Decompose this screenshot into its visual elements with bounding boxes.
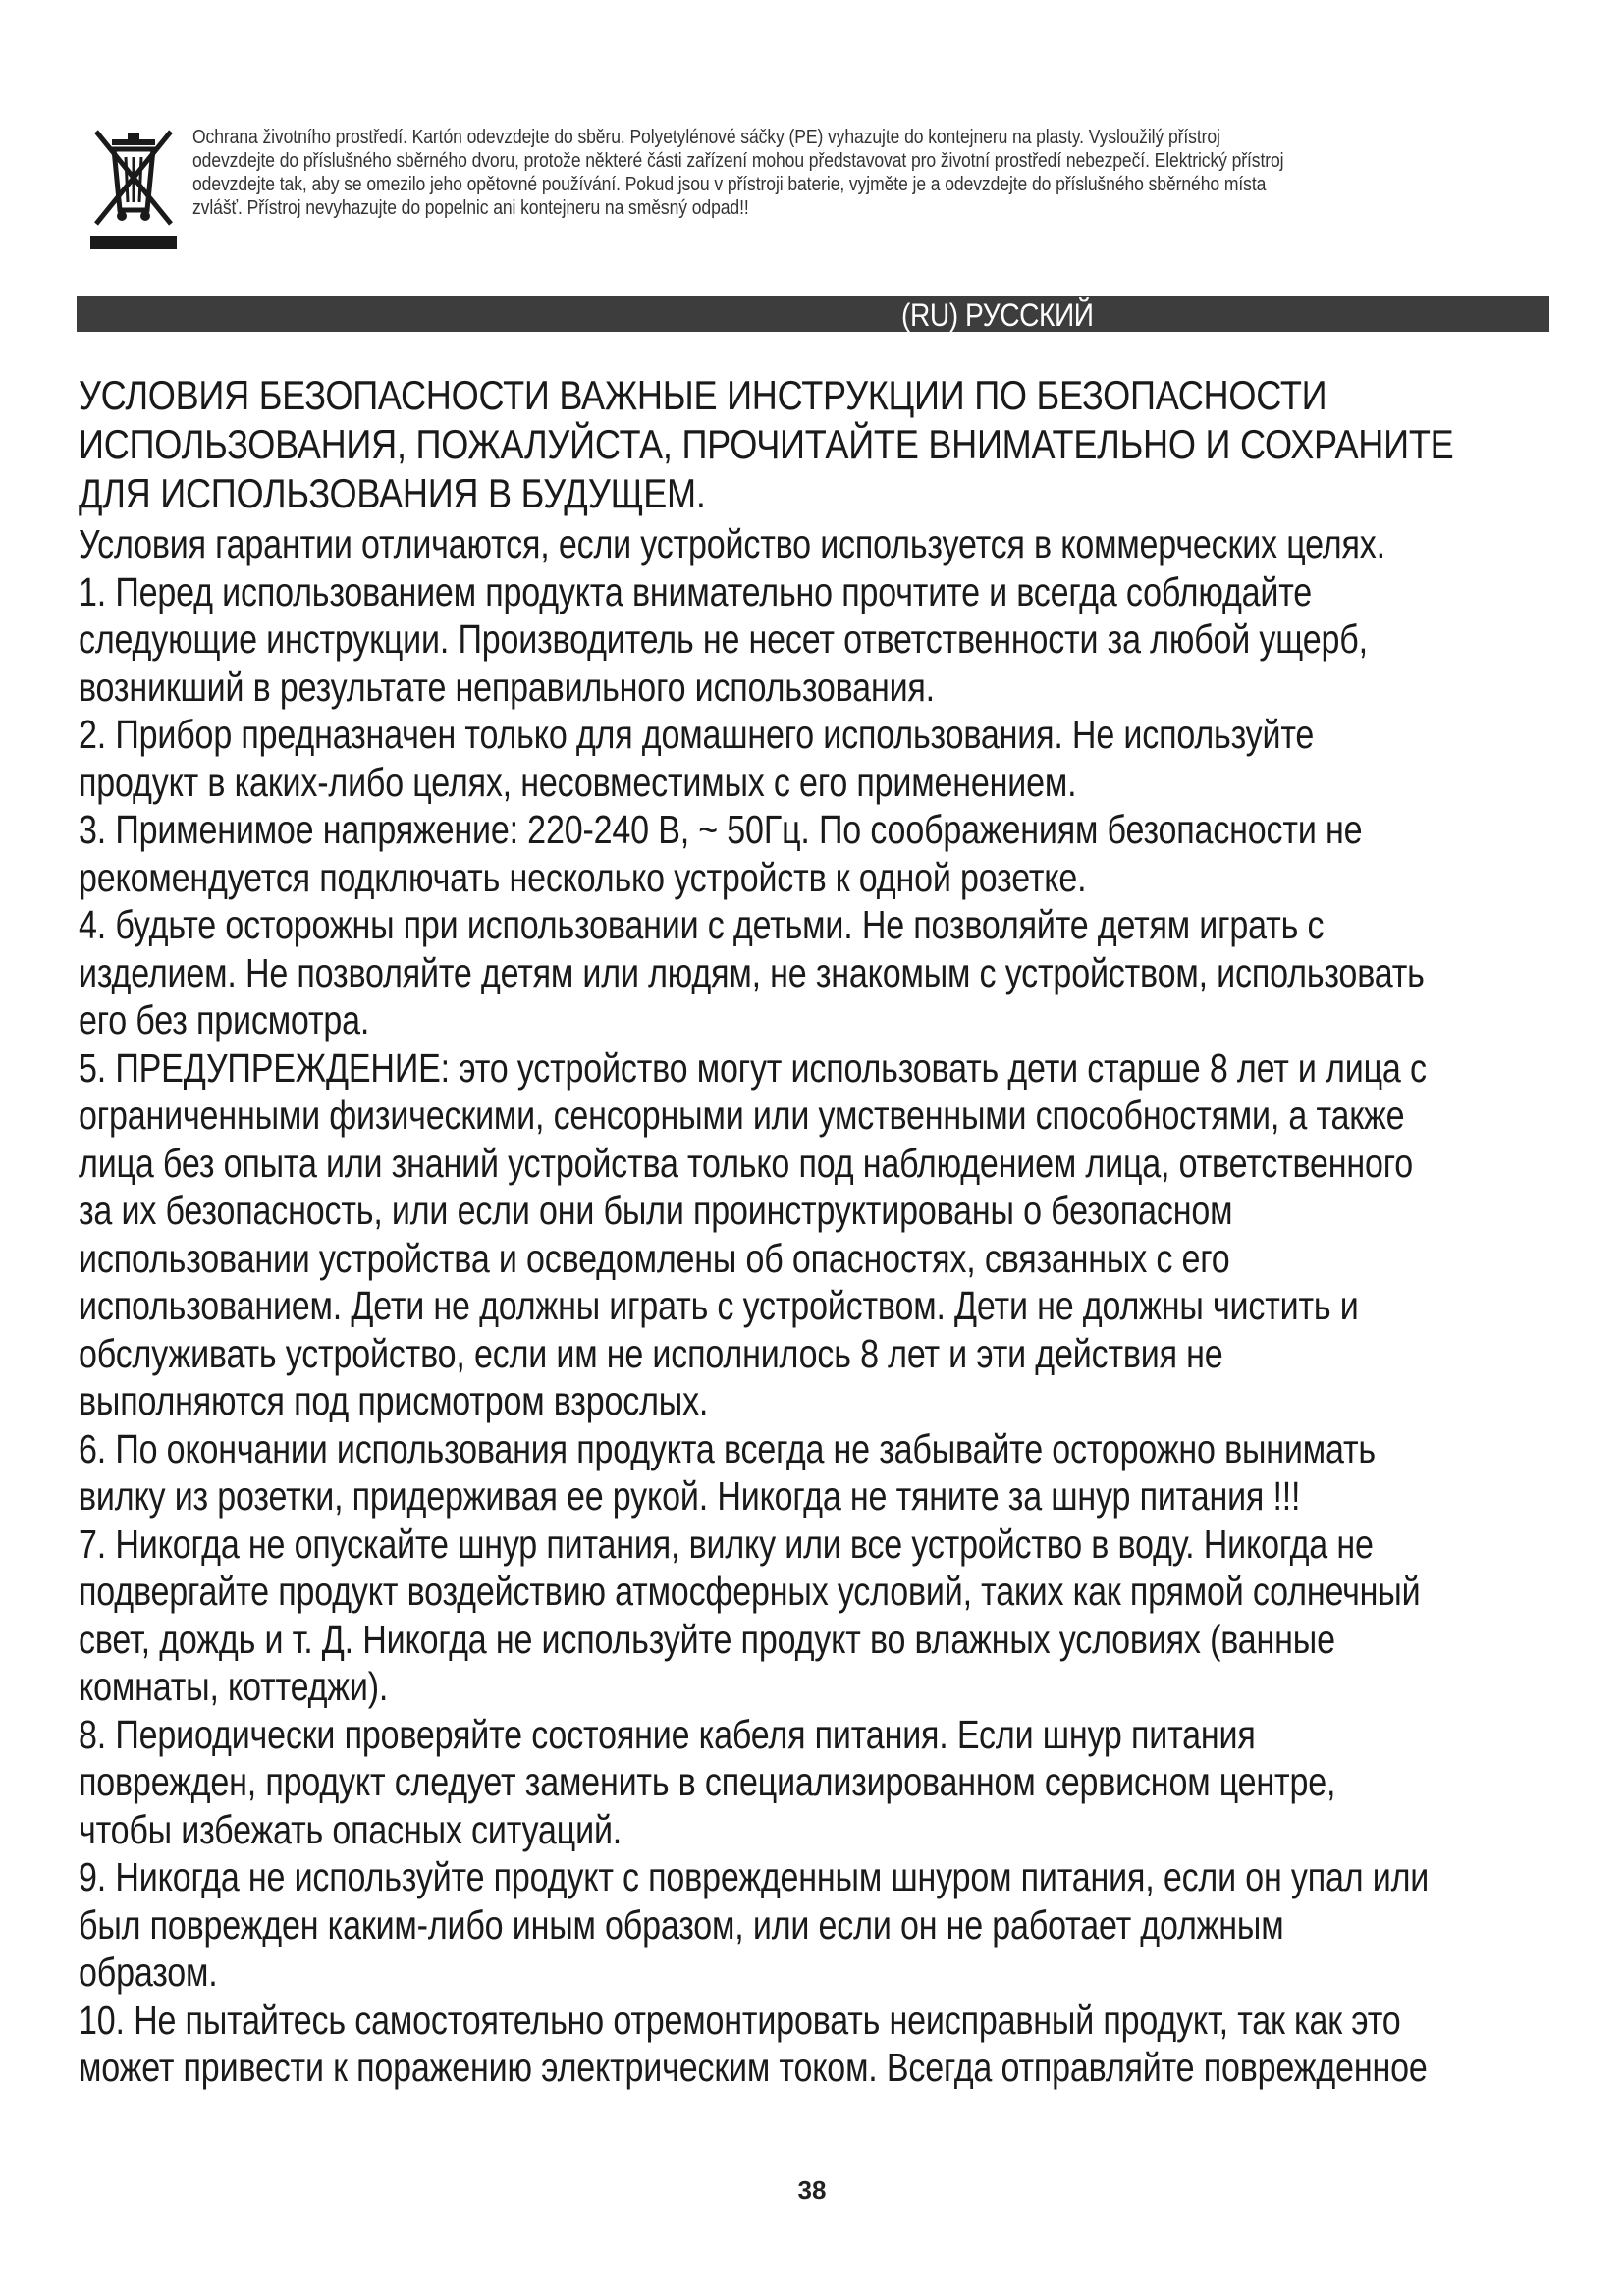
instruction-item-3: [79, 806, 1551, 901]
instruction-item-1: [79, 568, 1551, 712]
heading-line: ИСПОЛЬЗОВАНИЯ, ПОЖАЛУЙСТА, ПРОЧИТАЙТЕ ВНИМАТЕЛЬНО И СОХРАНИТЕ: [79, 421, 1454, 467]
eco-notice-line: zvlášť. Přístroj nevyhazujte do popelnic ani kontejneru na směsný odpad!!: [192, 197, 749, 219]
instruction-item-10: [79, 1997, 1551, 2092]
text-line: поврежден, продукт следует заменить в специализированном сервисном центре,: [79, 1759, 1336, 1804]
text-line: 9. Никогда не используйте продукт с поврежденным шнуром питания, если он упал или: [79, 1854, 1430, 1899]
text-line: 3. Применимое напряжение: 220-240 В, ~ 50Гц. По соображениям безопасности не: [79, 807, 1363, 852]
text-line: комнаты, коттеджи).: [79, 1664, 389, 1709]
text-line: 8. Периодически проверяйте состояние кабеля питания. Если шнур питания: [79, 1711, 1256, 1757]
text-line: Условия гарантии отличаются, если устройство используется в коммерческих целях.: [79, 521, 1385, 566]
heading-line: ДЛЯ ИСПОЛЬЗОВАНИЯ В БУДУЩЕМ.: [79, 470, 706, 516]
instruction-item-8: [79, 1711, 1551, 1854]
text-line: чтобы избежать опасных ситуаций.: [79, 1806, 623, 1852]
warranty-note: [79, 520, 1551, 568]
text-line: может привести к поражению электрическим током. Всегда отправляйте поврежденное: [79, 2045, 1428, 2090]
text-line: был поврежден каким-либо иным образом, или если он не работает должным: [79, 1901, 1284, 1948]
language-section-bar: [77, 296, 1549, 332]
heading-line: УСЛОВИЯ БЕЗОПАСНОСТИ ВАЖНЫЕ ИНСТРУКЦИИ ПО БЕЗОПАСНОСТИ: [79, 372, 1327, 418]
text-line: за их безопасность, или если они были проинструктированы о безопасном: [79, 1188, 1233, 1233]
language-section-label: (RU) РУССКИЙ: [901, 297, 1094, 333]
instruction-item-5: [79, 1044, 1551, 1425]
safety-heading: [79, 371, 1551, 518]
text-line: возникший в результате неправильного использования.: [79, 664, 935, 710]
instruction-item-6: [79, 1425, 1551, 1521]
text-line: рекомендуется подключать несколько устройств к одной розетке.: [79, 854, 1087, 900]
text-line: 1. Перед использованием продукта внимательно прочтите и всегда соблюдайте: [79, 568, 1313, 614]
text-line: ограниченными физическими, сенсорными или умственными способностями, а также: [79, 1093, 1405, 1138]
eco-notice-line: odevzdejte do příslušného sběrného dvoru, protože některé části zařízení mohou představovat pro životní prostředí nebezpečí. Elektrický přístroj: [192, 150, 1284, 172]
eco-notice-text: [192, 126, 1569, 220]
text-line: подвергайте продукт воздействию атмосферных условий, таких как прямой солнечный: [79, 1569, 1421, 1614]
text-line: 5. ПРЕДУПРЕЖДЕНИЕ: это устройство могут использовать дети старше 8 лет и лица с: [79, 1044, 1427, 1091]
text-line: 6. По окончании использования продукта всегда не забывайте осторожно вынимать: [79, 1425, 1376, 1471]
text-line: использовании устройства и осведомлены об опасностях, связанных с его: [79, 1235, 1230, 1281]
text-line: вилку из розетки, придерживая ее рукой. Никогда не тяните за шнур питания !!!: [79, 1473, 1301, 1519]
text-line: 2. Прибор предназначен только для домашнего использования. Не используйте: [79, 712, 1315, 757]
eco-notice: [86, 126, 1559, 251]
text-line: следующие инструкции. Производитель не несет ответственности за любой ущерб,: [79, 616, 1368, 662]
instruction-item-4: [79, 901, 1551, 1044]
text-line: его без присмотра.: [79, 997, 370, 1042]
text-line: изделием. Не позволяйте детям или людям, не знакомым с устройством, использовать: [79, 949, 1425, 995]
crossed-out-wheelie-bin-icon: [86, 126, 181, 251]
text-line: образом.: [79, 1949, 218, 1995]
text-line: 7. Никогда не опускайте шнур питания, вилку или все устройство в воду. Никогда не: [79, 1521, 1374, 1567]
safety-instructions: [79, 371, 1551, 2092]
text-line: выполняются под присмотром взрослых.: [79, 1378, 709, 1423]
text-line: продукт в каких-либо целях, несовместимых с его применением.: [79, 759, 1077, 805]
instruction-item-9: [79, 1853, 1551, 1997]
eco-notice-line: odevzdejte tak, aby se omezilo jeho opětovné používání. Pokud jsou v přístroji baterie, vyjměte je a odevzdejte do příslušného sběrného místa: [192, 174, 1267, 195]
instruction-item-2: [79, 711, 1551, 806]
text-line: использованием. Дети не должны играть с устройством. Дети не должны чистить и: [79, 1283, 1359, 1328]
page-number: 38: [797, 2175, 827, 2205]
text-line: свет, дождь и т. Д. Никогда не используйте продукт во влажных условиях (ванные: [79, 1616, 1335, 1662]
text-line: обслуживать устройство, если им не исполнилось 8 лет и эти действия не: [79, 1330, 1223, 1376]
instruction-item-7: [79, 1521, 1551, 1711]
text-line: 10. Не пытайтесь самостоятельно отремонтировать неисправный продукт, так как это: [79, 1997, 1401, 2043]
text-line: лица без опыта или знаний устройства только под наблюдением лица, ответственного: [79, 1140, 1414, 1186]
eco-notice-line: Ochrana životního prostředí. Kartón odevzdejte do sběru. Polyetylénové sáčky (PE) vyhazujte do kontejneru na plasty. Vysloužilý přístroj: [192, 127, 1220, 148]
text-line: 4. будьте осторожны при использовании с детьми. Не позволяйте детям играть с: [79, 902, 1325, 947]
